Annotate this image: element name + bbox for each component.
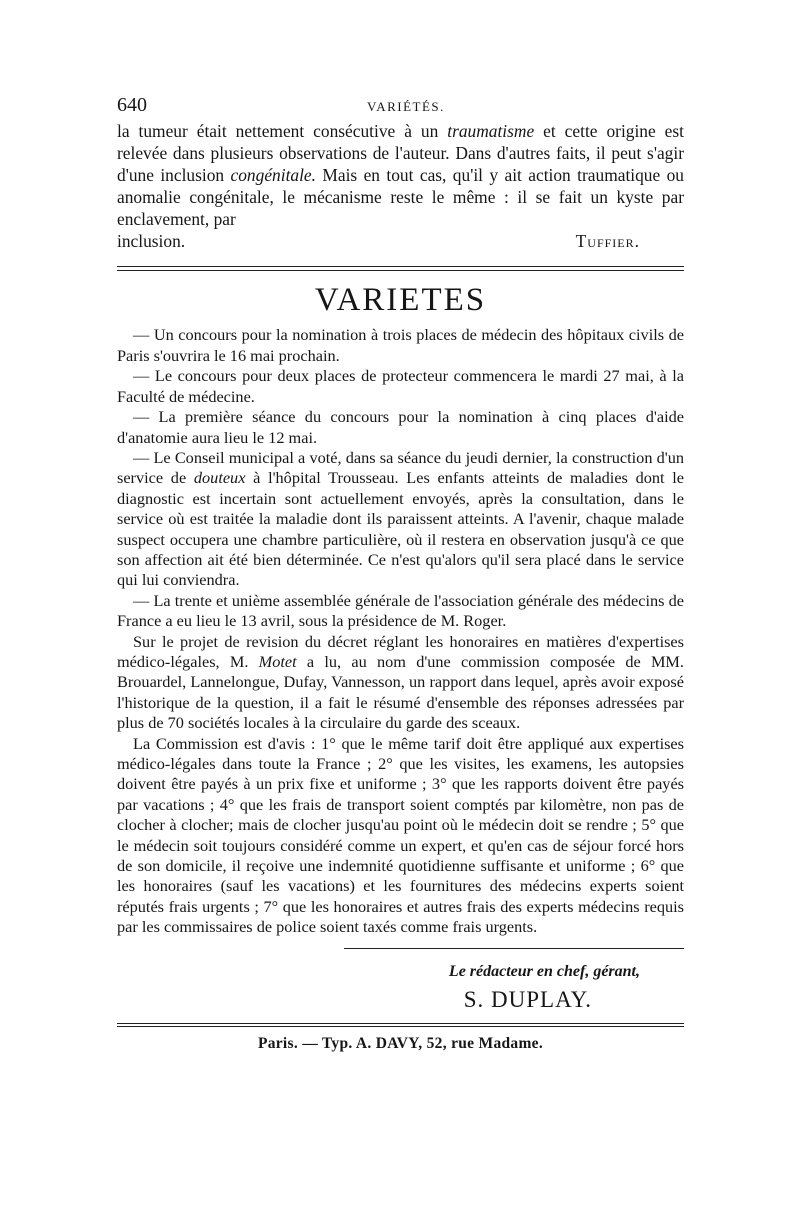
news-section xyxy=(117,325,684,937)
emphasis-congenitale: congénitale. xyxy=(230,165,316,186)
text-run: a lu, au nom d'une commission composée de MM. Brouardel, Lannelongue, Dufay, Vannesson, un rapport dans lequel, après avoir exposé l'historique de la question, il a fait le résumé d'ensemble des réponses adressées par plus de 70 sociétés locales à la circulaire du garde des sceaux. xyxy=(117,651,684,733)
section-divider xyxy=(117,266,684,271)
editor-name: S. DUPLAY. xyxy=(463,986,592,1012)
author-signature: Tuffier. xyxy=(575,231,640,252)
closing-rule xyxy=(344,948,684,949)
news-item: — La première séance du concours pour la nomination à cinq places d'aide d'anatomie aura lieu le 12 mai. xyxy=(117,407,684,447)
last-word: inclusion. xyxy=(117,231,186,252)
printer-imprint: Paris. — Typ. A. DAVY, 52, rue Madame. xyxy=(257,1034,544,1052)
section-title: VARIETES xyxy=(314,282,487,319)
page-header xyxy=(117,94,684,120)
emphasis-traumatisme: traumatisme xyxy=(447,121,535,141)
news-item: — Le concours pour deux places de protecteur commencera le mardi 27 mai, à la Faculté de médecine. xyxy=(117,366,684,406)
page xyxy=(117,94,684,1053)
editor-title: Le rédacteur en chef, gérant, xyxy=(448,962,640,980)
text-run: la tumeur était nettement consécutive à un xyxy=(117,121,448,141)
news-item: — Un concours pour la nomination à trois places de médecin des hôpitaux civils de Paris s'ouvrira le 16 mai prochain. xyxy=(117,325,684,365)
continued-paragraph xyxy=(117,120,684,230)
text-run: — Le Conseil municipal a voté, dans sa séance du jeudi dernier, la construction d'un service de xyxy=(117,447,684,488)
closing-line xyxy=(117,230,684,252)
running-title: VARIÉTÉS. xyxy=(367,99,445,114)
decree-paragraph xyxy=(117,632,684,734)
commission-paragraph: La Commission est d'avis : 1° que le même tarif doit être appliqué aux expertises médico-légales dans toute la France ; 2° que les visites, les examens, les autopsies doivent être payés à un prix fixe et uniforme ; 3° que les rapports doivent être payés par vacations ; 4° que les frais de transport soient comptés par kilomètre, non pas de clocher à clocher; mais de clocher jusqu'au point où le médecin doit se rendre ; 5° que le médecin soit toujours considéré comme un expert, et qu'en cas de séjour forcé hors de son domicile, il reçoive une indemnité quotidienne suffisante et uniforme ; 6° que les honoraires (sauf les vacations) et les fournitures des médecins experts soient réputés frais urgents ; 7° que les honoraires et autres frais des experts médecins requis par les commissaires de police soient taxés comme frais urgents. xyxy=(117,733,684,937)
text-run: à l'hôpital Trousseau. Les enfants atteints de maladies dont le diagnostic est incertain sont actuellement envoyés, après la consultation, dans le service où est traitée la maladie dont ils paraissent atteints. A l'avenir, chaque malade suspect occupera une chambre particulière, où il restera en observation jusqu'à ce que son affection ait été bien déterminée. Ce n'est qu'alors qu'il sera placé dans le service qui lui conviendra. xyxy=(117,468,685,590)
text-run: Sur le projet de revision du décret réglant les honoraires en matières d'expertises médico-légales, M. xyxy=(117,631,684,671)
news-item-council xyxy=(117,448,684,591)
emphasis-douteux: douteux xyxy=(193,468,246,488)
page-number: 640 xyxy=(117,94,147,116)
text-run: et cette origine est relevée dans plusieurs observations de l'auteur. Dans d'autres faits, il peut s'agir d'une inclusion xyxy=(117,121,684,186)
emphasis-motet: Motet xyxy=(258,651,297,671)
text-run: Mais en tout cas, qu'il y ait action traumatique ou anomalie congénitale, le mécanisme reste le même : il se fait un kyste par enclavement, par xyxy=(117,165,685,230)
news-item-assembly: — La trente et unième assemblée générale de l'association générale des médecins de France a eu lieu le 13 avril, sous la présidence de M. Roger. xyxy=(117,590,684,631)
footer-rule xyxy=(117,1023,684,1027)
continued-article xyxy=(117,120,684,252)
